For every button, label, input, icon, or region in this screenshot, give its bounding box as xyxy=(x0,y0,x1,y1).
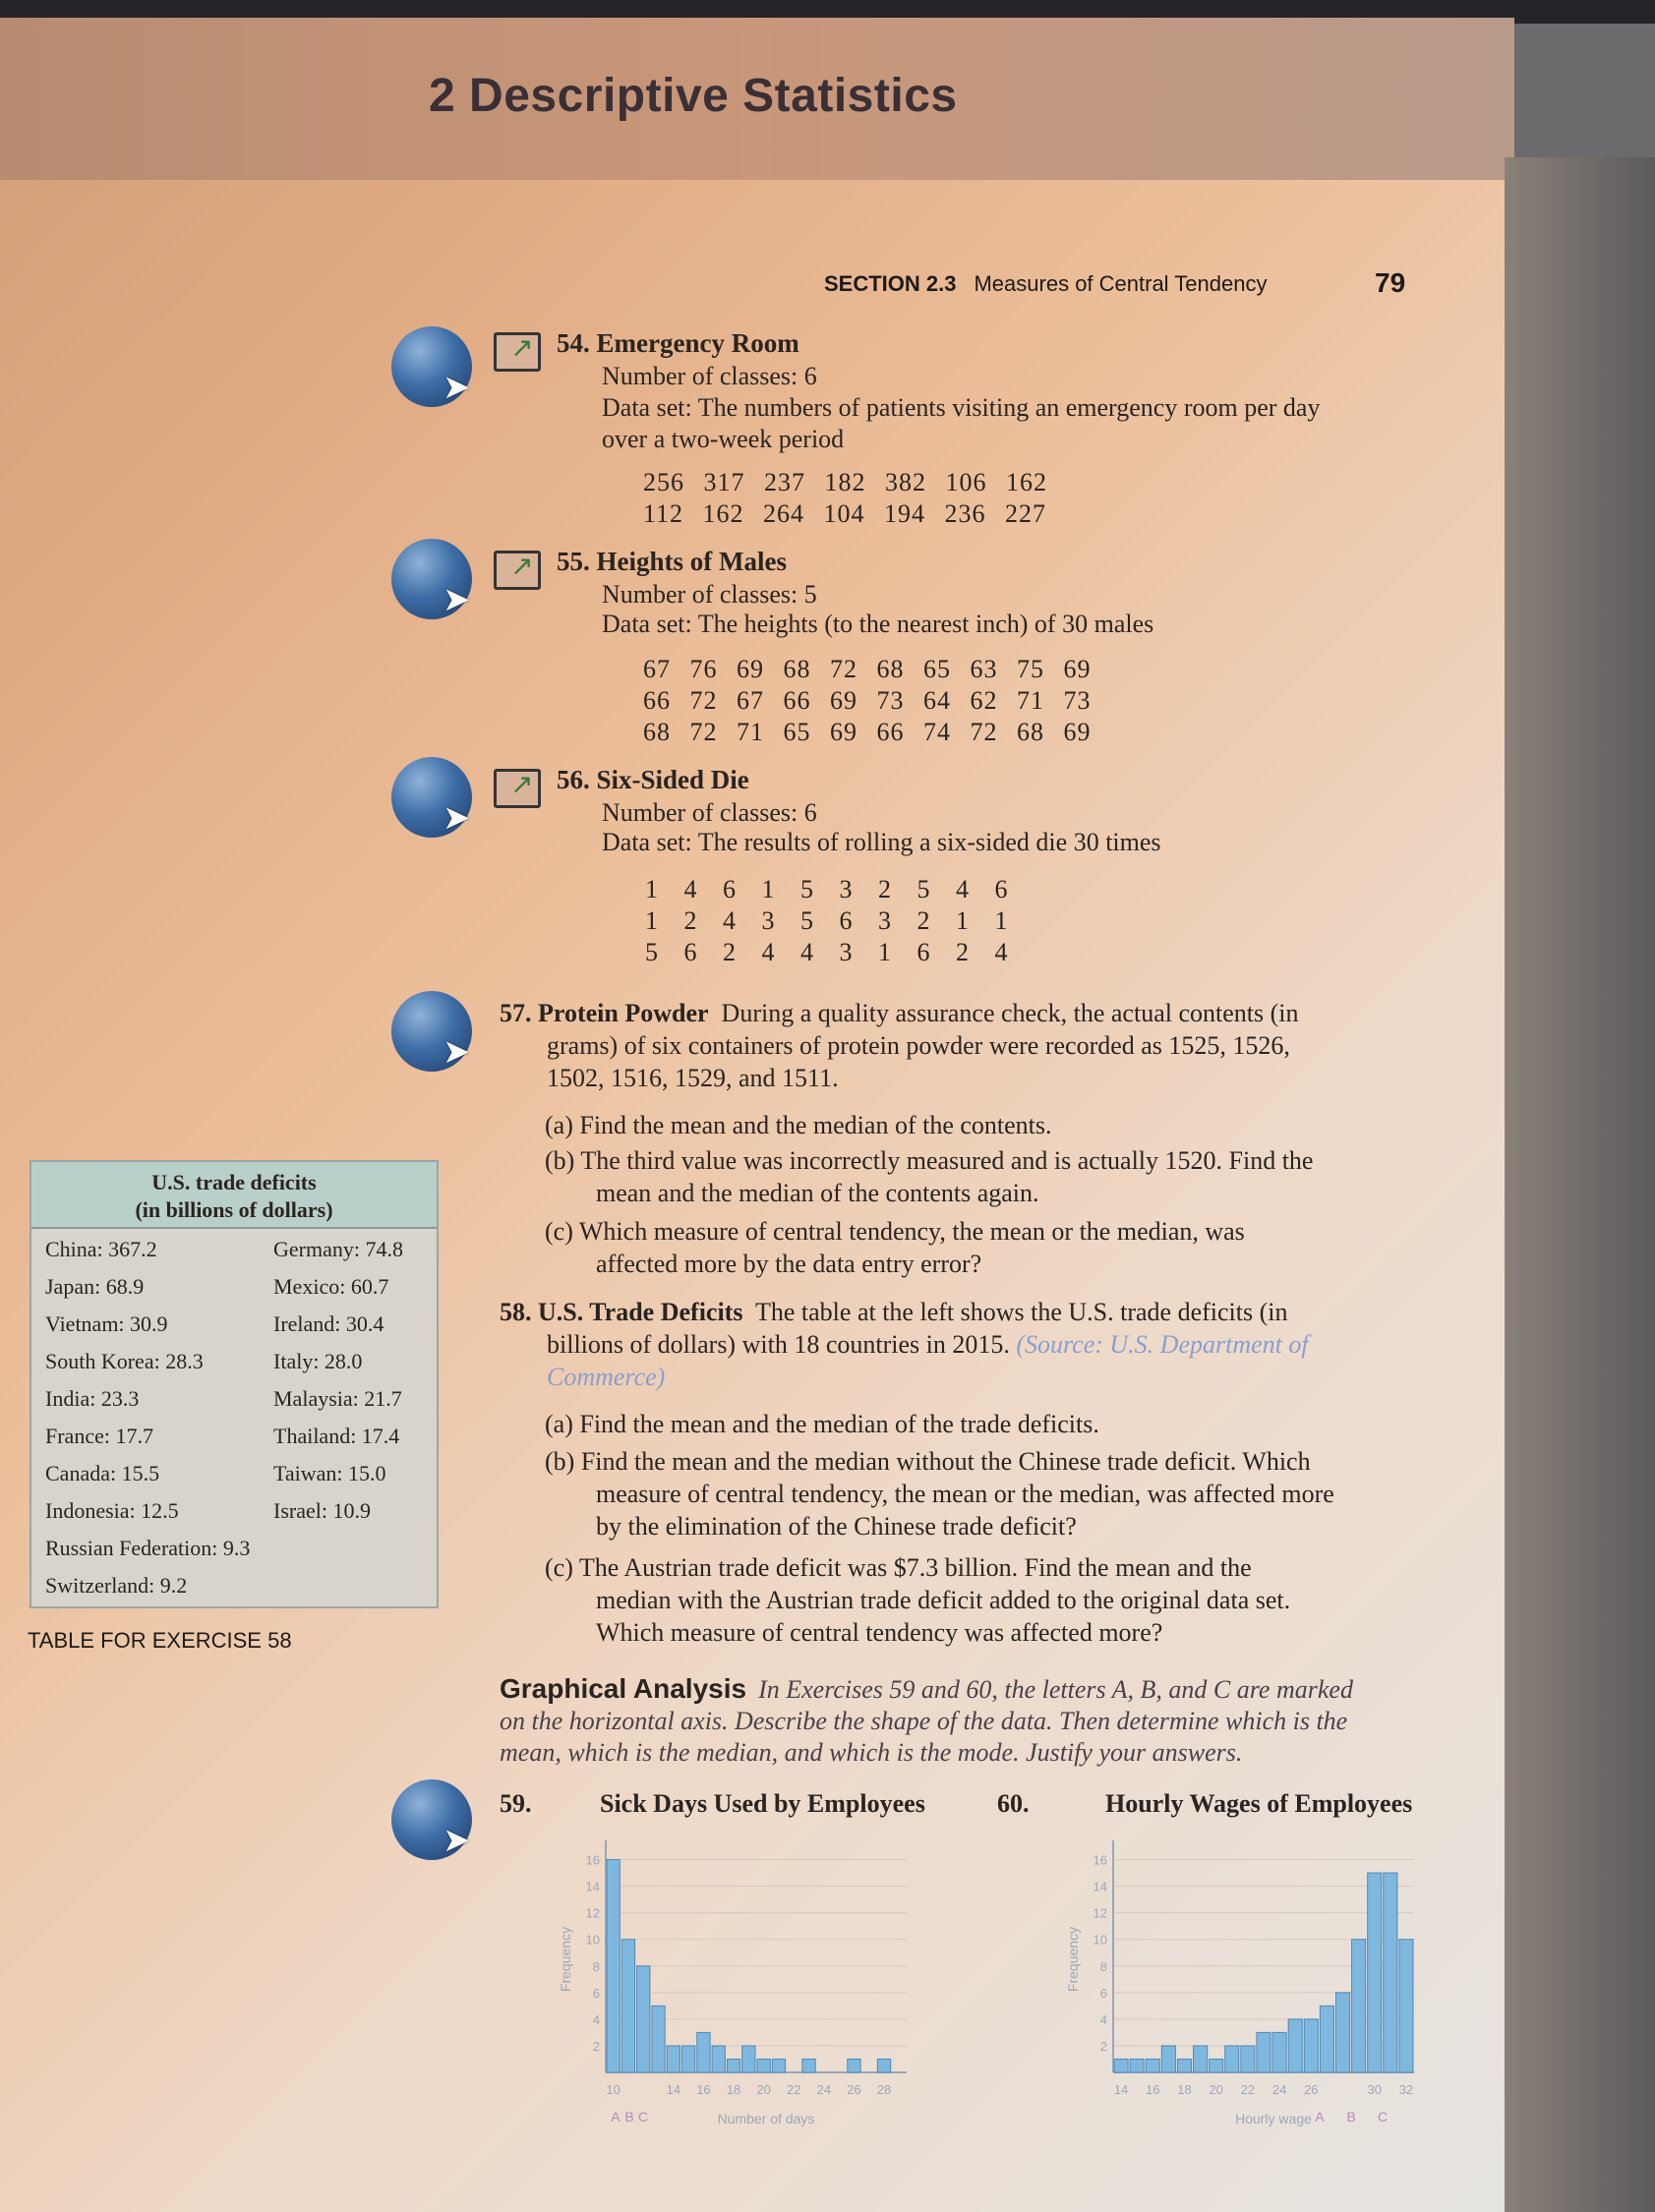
source-citation: Commerce) xyxy=(547,1363,666,1391)
page-edge-shadow xyxy=(1505,157,1655,2212)
table-cell: Canada: 15.5 xyxy=(45,1461,160,1485)
ex58-part-a xyxy=(545,1408,1430,1440)
table-cell: China: 367.2 xyxy=(45,1237,157,1261)
chart-60-number: 60. xyxy=(997,1789,1030,1818)
histogram-bar xyxy=(621,1940,634,2072)
ex56-data-row-3: 5 6 2 4 4 3 1 6 2 4 xyxy=(645,938,1009,966)
x-tick-label: 28 xyxy=(876,2082,892,2097)
exercise-title: Heights of Males xyxy=(596,547,787,576)
cursor-icon: ➤ xyxy=(443,1032,471,1072)
part-text: by the elimination of the Chinese trade deficit? xyxy=(596,1512,1077,1541)
table-caption: TABLE FOR EXERCISE 58 xyxy=(28,1628,292,1653)
histogram-bar xyxy=(1177,2059,1191,2072)
globe-icon xyxy=(391,326,472,407)
ex57-line: grams) of six containers of protein powder were recorded as 1525, 1526, xyxy=(547,1031,1290,1060)
histogram-bar xyxy=(652,2006,665,2072)
ex57-part-a xyxy=(545,1109,1430,1141)
part-label: (b) xyxy=(545,1146,575,1175)
part-text: The Austrian trade deficit was $7.3 billion. Find the mean and the xyxy=(578,1553,1252,1582)
x-tick-label: 16 xyxy=(1146,2082,1160,2097)
histogram-bar xyxy=(1352,1940,1366,2072)
ex57-part-c xyxy=(545,1215,1430,1280)
ex55-data-row-1: 67 76 69 68 72 68 65 63 75 69 xyxy=(643,655,1092,683)
histogram-bar xyxy=(1161,2046,1175,2072)
chart-60-title: Hourly Wages of Employees xyxy=(1105,1789,1413,1818)
part-label: (b) xyxy=(545,1447,575,1476)
histogram-bar xyxy=(742,2046,755,2072)
part-label: (a) xyxy=(545,1410,573,1438)
histogram-bar xyxy=(877,2059,890,2072)
graphical-line: mean, which is the median, and which is the mode. Justify your answers. xyxy=(500,1738,1243,1767)
exercise-title: Protein Powder xyxy=(538,999,709,1027)
axis-marker: C xyxy=(1377,2109,1389,2125)
x-tick-label: 22 xyxy=(1240,2082,1256,2097)
axis-marker: A xyxy=(611,2109,621,2125)
y-tick-label: 16 xyxy=(1093,1852,1107,1868)
x-tick-label: 20 xyxy=(1209,2082,1223,2097)
arrow-icon: ↗ xyxy=(510,768,534,800)
table-cell: Russian Federation: 9.3 xyxy=(45,1536,251,1560)
x-tick-label: 10 xyxy=(606,2082,621,2097)
histogram-bar xyxy=(727,2059,739,2072)
x-tick-label: 24 xyxy=(816,2082,832,2097)
histogram-bar xyxy=(1130,2059,1144,2072)
cursor-icon: ➤ xyxy=(443,1821,471,1860)
x-axis-label: Number of days xyxy=(717,2111,815,2126)
table-cell: Italy: 28.0 xyxy=(273,1349,363,1373)
source-citation: (Source: U.S. Department of xyxy=(1016,1330,1309,1359)
y-tick-label: 8 xyxy=(592,1958,600,1974)
ex58-line: billions of dollars) with 18 countries in 2015. xyxy=(547,1330,1010,1359)
trade-deficit-table xyxy=(30,1160,439,1608)
histogram-bar xyxy=(1288,2019,1302,2072)
ex58-line: The table at the left shows the U.S. trade deficits (in xyxy=(755,1298,1288,1326)
y-tick-label: 12 xyxy=(1093,1905,1107,1921)
histogram-bar xyxy=(1257,2032,1271,2072)
ex55-classes: Number of classes: 5 xyxy=(602,580,817,609)
x-tick-label: 16 xyxy=(696,2082,711,2097)
x-tick-label: 26 xyxy=(847,2082,861,2097)
histogram-bar xyxy=(712,2046,725,2072)
table-cell: Switzerland: 9.2 xyxy=(45,1573,188,1598)
table-title-line-1: U.S. trade deficits xyxy=(151,1170,317,1194)
ex58-part-c xyxy=(545,1551,1430,1649)
ex57-line: During a quality assurance check, the actual contents (in xyxy=(721,999,1299,1027)
histogram-bar xyxy=(1114,2059,1128,2072)
table-cell: Malaysia: 21.7 xyxy=(273,1386,402,1411)
table-header xyxy=(31,1162,437,1229)
y-tick-label: 10 xyxy=(1093,1932,1107,1948)
histogram-bar xyxy=(1335,1993,1349,2072)
axis-marker: B xyxy=(1346,2109,1356,2125)
exercise-number: 56. xyxy=(557,765,590,794)
ex57-line: 1502, 1516, 1529, and 1511. xyxy=(547,1064,839,1092)
x-tick-label: 18 xyxy=(1177,2082,1192,2097)
table-cell: Japan: 68.9 xyxy=(45,1274,145,1299)
ex56-data-row-1: 1 4 6 1 5 3 2 5 4 6 xyxy=(645,875,1009,903)
y-tick-label: 6 xyxy=(592,1985,600,2001)
ex54-dataset-line-2: over a two-week period xyxy=(602,425,845,453)
histogram-bar xyxy=(1384,1873,1397,2072)
part-text: measure of central tendency, the mean or the median, was affected more xyxy=(596,1480,1334,1508)
x-tick-label: 22 xyxy=(787,2082,801,2097)
table-cell: Indonesia: 12.5 xyxy=(45,1498,179,1523)
x-tick-label: 24 xyxy=(1271,2082,1287,2097)
arrow-icon: ↗ xyxy=(510,550,534,582)
y-axis-label: Frequency xyxy=(1065,1926,1081,1993)
y-tick-label: 4 xyxy=(592,2011,600,2027)
y-tick-label: 4 xyxy=(1099,2011,1107,2027)
ex55-data-row-2: 66 72 67 66 69 73 64 62 71 73 xyxy=(643,686,1092,715)
histogram-bar xyxy=(1368,1873,1382,2072)
histogram-bar xyxy=(1194,2046,1208,2072)
tech-icon xyxy=(494,332,541,372)
ex54-classes: Number of classes: 6 xyxy=(602,362,817,390)
section-title: Measures of Central Tendency xyxy=(974,271,1268,296)
graphical-line: In Exercises 59 and 60, the letters A, B, and C are marked xyxy=(758,1675,1353,1704)
cursor-icon: ➤ xyxy=(443,580,471,619)
x-tick-label: 32 xyxy=(1398,2082,1414,2097)
running-head xyxy=(824,271,1267,297)
histogram-bar xyxy=(1146,2059,1159,2072)
exercise-number: 55. xyxy=(557,547,590,576)
y-tick-label: 16 xyxy=(585,1852,600,1868)
part-text: median with the Austrian trade deficit added to the original data set. xyxy=(596,1586,1291,1614)
ex58-intro xyxy=(500,1296,1434,1393)
part-text: mean and the median of the contents again. xyxy=(596,1179,1039,1207)
tech-icon xyxy=(494,769,541,808)
exercise-number: 54. xyxy=(557,328,590,358)
ex56-classes: Number of classes: 6 xyxy=(602,798,817,827)
ex55-data-row-3: 68 72 71 65 69 66 74 72 68 69 xyxy=(643,718,1092,746)
arrow-icon: ↗ xyxy=(510,331,534,364)
sick-days-histogram xyxy=(551,1829,924,2153)
section-label: SECTION 2.3 xyxy=(824,271,957,296)
histogram-bar xyxy=(848,2059,860,2072)
ex54-dataset-line-1: Data set: The numbers of patients visiting an emergency room per day xyxy=(602,393,1321,422)
table-cell: France: 17.7 xyxy=(45,1424,153,1448)
axis-marker: A xyxy=(1315,2109,1325,2125)
table-cell: Vietnam: 30.9 xyxy=(45,1311,168,1336)
part-text: Find the mean and the median of the trade deficits. xyxy=(579,1410,1099,1438)
ex57-part-b xyxy=(545,1144,1430,1209)
x-tick-label: 26 xyxy=(1304,2082,1319,2097)
exercise-55-heading xyxy=(557,547,787,577)
x-axis-label: Hourly wage xyxy=(1235,2111,1312,2126)
y-tick-label: 10 xyxy=(585,1932,600,1948)
axis-marker: B xyxy=(624,2109,634,2125)
ex55-dataset-line-1: Data set: The heights (to the nearest inch) of 30 males xyxy=(602,610,1154,638)
part-text: The third value was incorrectly measured and is actually 1520. Find the xyxy=(580,1146,1314,1175)
exercise-number: 57. xyxy=(500,999,532,1027)
globe-icon xyxy=(391,757,472,838)
histogram-bar xyxy=(772,2059,785,2072)
y-tick-label: 8 xyxy=(1099,1958,1107,1974)
chart-59-number: 59. xyxy=(500,1789,532,1818)
part-text: Which measure of central tendency was affected more? xyxy=(596,1618,1163,1647)
chapter-title: 2 Descriptive Statistics xyxy=(429,70,958,122)
ex54-data-row-1: 256 317 237 182 382 106 162 xyxy=(643,468,1047,496)
exercise-title: Six-Sided Die xyxy=(596,765,749,794)
table-cell: South Korea: 28.3 xyxy=(45,1349,204,1373)
part-text: affected more by the data entry error? xyxy=(596,1250,982,1278)
histogram-bar xyxy=(802,2059,815,2072)
x-tick-label: 18 xyxy=(726,2082,741,2097)
page-number: 79 xyxy=(1375,267,1406,298)
histogram-bar xyxy=(682,2046,695,2072)
exercise-56-heading xyxy=(557,765,749,795)
table-cell: Ireland: 30.4 xyxy=(273,1311,384,1336)
histogram-bar xyxy=(607,1860,620,2072)
table-cell: Taiwan: 15.0 xyxy=(273,1461,386,1485)
globe-icon xyxy=(391,991,472,1072)
ex58-part-b xyxy=(545,1445,1430,1543)
graphical-heading: Graphical Analysis xyxy=(500,1673,747,1704)
exercise-title: Emergency Room xyxy=(596,328,799,358)
histogram-bar xyxy=(637,1966,650,2072)
part-text: Find the mean and the median without the Chinese trade deficit. Which xyxy=(580,1447,1311,1476)
part-text: Which measure of central tendency, the mean or the median, was xyxy=(578,1217,1245,1246)
hourly-wages-histogram xyxy=(1058,1829,1432,2153)
y-tick-label: 14 xyxy=(585,1879,600,1894)
ex56-data-row-2: 1 2 4 3 5 6 3 2 1 1 xyxy=(645,906,1009,935)
chart-59-title: Sick Days Used by Employees xyxy=(600,1789,925,1818)
y-tick-label: 2 xyxy=(592,2038,600,2054)
histogram-bar xyxy=(1225,2046,1239,2072)
histogram-bar xyxy=(1320,2006,1333,2072)
ex57-intro xyxy=(500,997,1424,1094)
ex56-dataset-line-1: Data set: The results of rolling a six-sided die 30 times xyxy=(602,828,1161,856)
table-cell: Israel: 10.9 xyxy=(273,1498,371,1523)
y-axis-label: Frequency xyxy=(558,1926,573,1993)
y-tick-label: 12 xyxy=(585,1905,600,1921)
part-text: Find the mean and the median of the contents. xyxy=(579,1111,1052,1139)
y-tick-label: 14 xyxy=(1093,1879,1107,1894)
x-tick-label: 14 xyxy=(666,2082,681,2097)
histogram-bar xyxy=(1272,2032,1286,2072)
part-label: (a) xyxy=(545,1111,573,1139)
histogram-bar xyxy=(697,2032,710,2072)
histogram-bar xyxy=(1241,2046,1255,2072)
table-title-line-2: (in billions of dollars) xyxy=(135,1197,333,1222)
part-label: (c) xyxy=(545,1553,573,1582)
x-tick-label: 30 xyxy=(1367,2082,1382,2097)
globe-icon xyxy=(391,1779,472,1860)
cursor-icon: ➤ xyxy=(443,368,471,407)
y-tick-label: 2 xyxy=(1099,2038,1107,2054)
exercise-54-heading xyxy=(557,328,799,359)
x-tick-label: 20 xyxy=(756,2082,771,2097)
table-cell: Germany: 74.8 xyxy=(273,1237,403,1261)
histogram-bar xyxy=(757,2059,770,2072)
histogram-bar xyxy=(1210,2059,1223,2072)
axis-marker: C xyxy=(637,2109,649,2125)
table-cell: Thailand: 17.4 xyxy=(273,1424,400,1448)
table-cell: India: 23.3 xyxy=(45,1386,140,1411)
exercise-title: U.S. Trade Deficits xyxy=(538,1298,743,1326)
globe-icon xyxy=(391,539,472,619)
histogram-bar xyxy=(1399,1940,1413,2072)
cursor-icon: ➤ xyxy=(443,798,471,838)
part-label: (c) xyxy=(545,1217,573,1246)
tech-icon xyxy=(494,551,541,590)
table-cell: Mexico: 60.7 xyxy=(273,1274,389,1299)
histogram-bar xyxy=(667,2046,680,2072)
y-tick-label: 6 xyxy=(1099,1985,1107,2001)
x-tick-label: 14 xyxy=(1113,2082,1129,2097)
exercise-number: 58. xyxy=(500,1298,532,1326)
histogram-bar xyxy=(1304,2019,1318,2072)
ex54-data-row-2: 112 162 264 104 194 236 227 xyxy=(643,499,1047,528)
graphical-line: on the horizontal axis. Describe the shape of the data. Then determine which is the xyxy=(500,1707,1348,1735)
graphical-analysis xyxy=(500,1673,1444,1769)
